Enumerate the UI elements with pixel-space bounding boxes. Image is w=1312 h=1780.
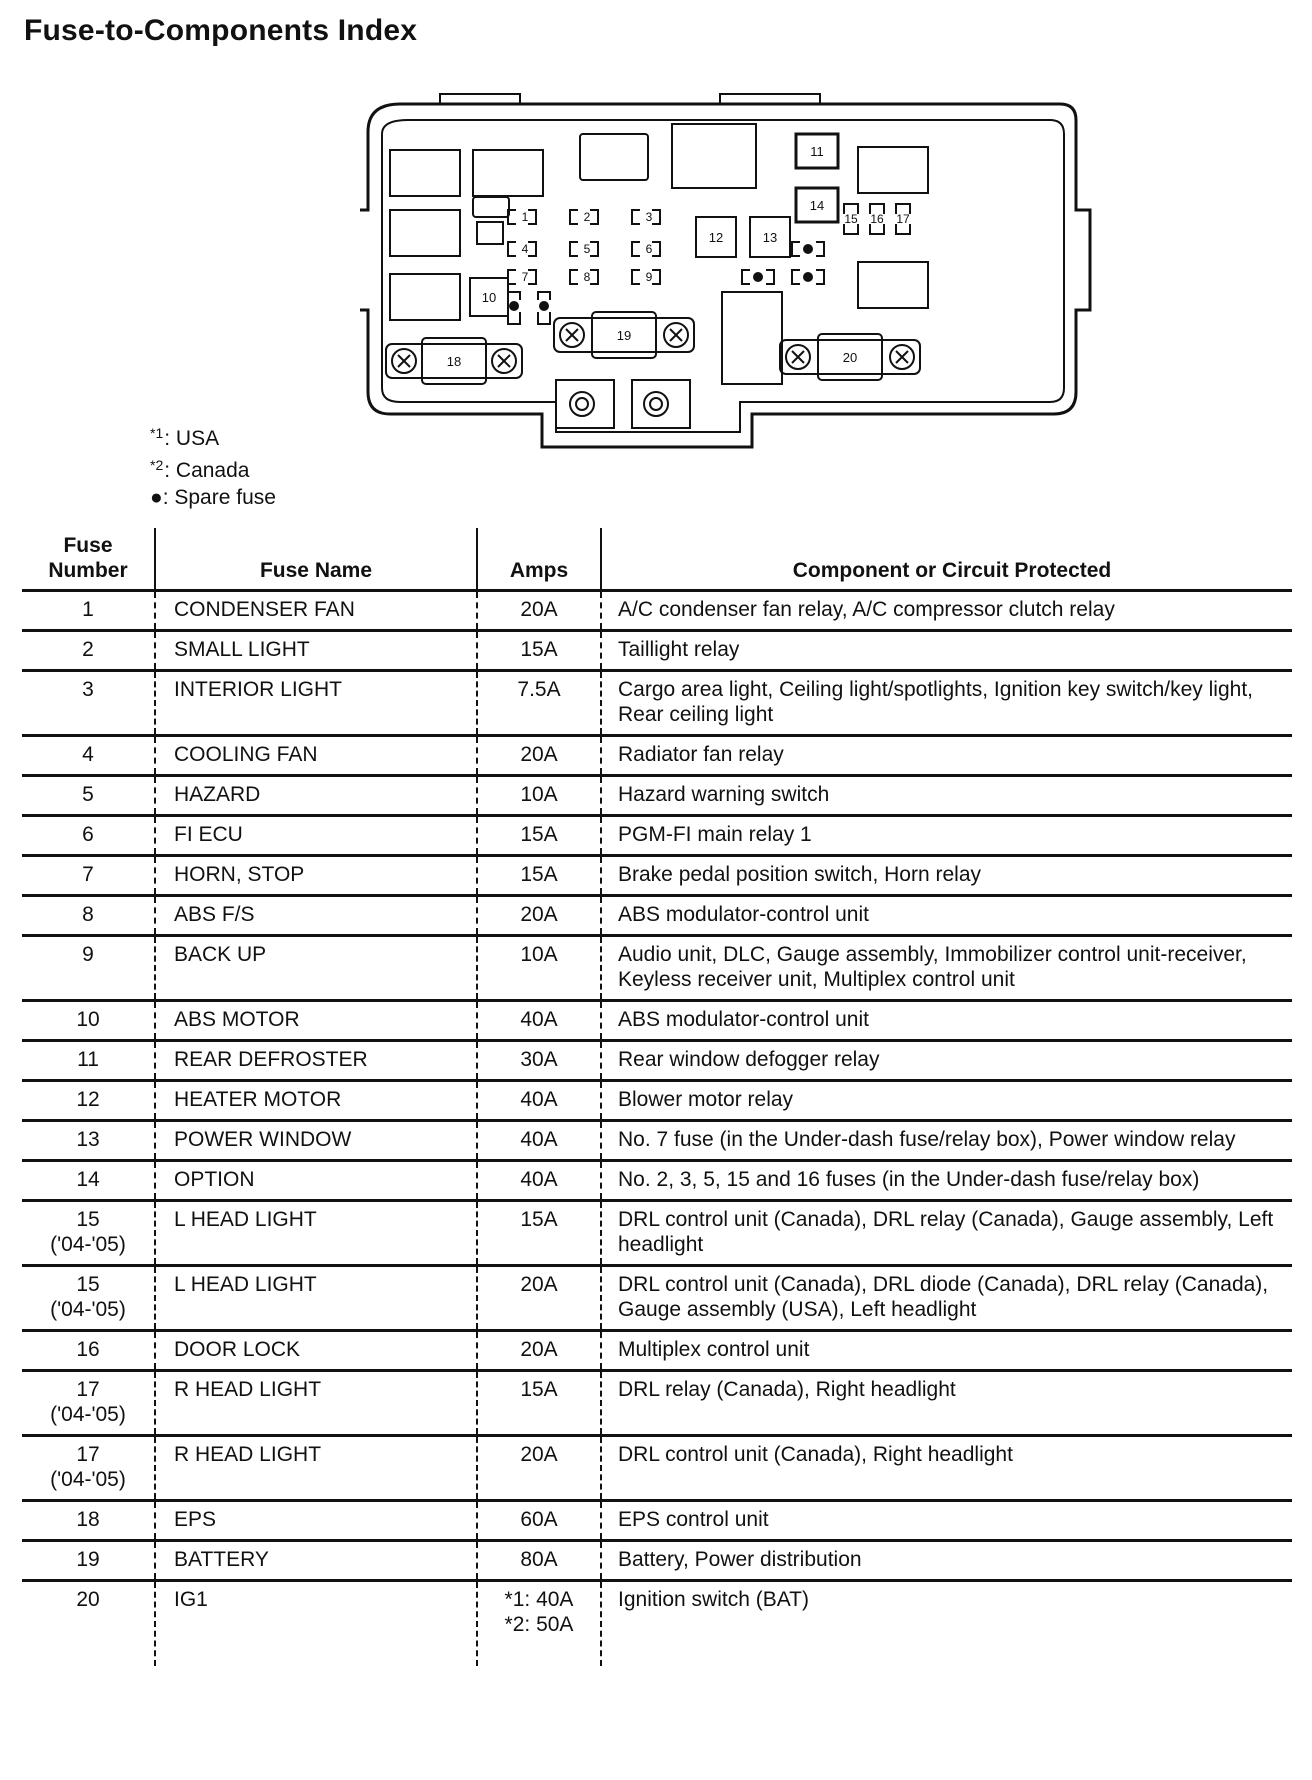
- fuse-component: DRL control unit (Canada), DRL diode (Canada), DRL relay (Canada), Gauge assembly (USA), Left headlight: [600, 1267, 1292, 1329]
- fuse-name: DOOR LOCK: [154, 1332, 476, 1369]
- fuse-component: DRL control unit (Canada), DRL relay (Canada), Gauge assembly, Left headlight: [600, 1202, 1292, 1264]
- fuse-name: BATTERY: [154, 1542, 476, 1579]
- fuse-name: ABS F/S: [154, 897, 476, 934]
- table-row: [22, 1502, 1292, 1542]
- fuse-component: Brake pedal position switch, Horn relay: [600, 857, 1292, 894]
- header-component: Component or Circuit Protected: [600, 528, 1292, 589]
- fuse-component: Ignition switch (BAT): [600, 1582, 1292, 1666]
- diagram-label: 1: [521, 210, 529, 224]
- table-row: [22, 592, 1292, 632]
- fuse-number: 17 ('04-'05): [50, 1443, 126, 1491]
- spare-fuse-icon: ●: [150, 486, 163, 509]
- fuse-amps: 20A: [476, 592, 600, 629]
- fuse-number: 7: [82, 863, 94, 886]
- fuse-name: COOLING FAN: [154, 737, 476, 774]
- diagram-label: 20: [842, 350, 858, 365]
- fuse-number: 15 ('04-'05): [50, 1273, 126, 1321]
- diagram-label: 12: [708, 230, 724, 245]
- fuse-amps: 10A: [476, 937, 600, 999]
- fuse-table: [22, 528, 1292, 1666]
- fuse-number: 9: [82, 943, 94, 966]
- diagram-label: 8: [583, 270, 591, 284]
- diagram-label: 11: [810, 144, 824, 159]
- fuse-amps: 15A: [476, 1202, 600, 1264]
- fuse-amps: 20A: [476, 1332, 600, 1369]
- fuse-name: L HEAD LIGHT: [154, 1267, 476, 1329]
- legend: [150, 420, 276, 511]
- fuse-amps: 40A: [476, 1162, 600, 1199]
- table-row: [22, 1582, 1292, 1666]
- fuse-number: 12: [76, 1088, 100, 1111]
- fuse-amps: 40A: [476, 1002, 600, 1039]
- fuse-component: A/C condenser fan relay, A/C compressor clutch relay: [600, 592, 1292, 629]
- fuse-name: FI ECU: [154, 817, 476, 854]
- diagram-label: 14: [809, 198, 825, 213]
- diagram-label: 17: [896, 212, 910, 226]
- diagram-label: 16: [870, 212, 884, 226]
- fuse-name: CONDENSER FAN: [154, 592, 476, 629]
- fuse-box-outline: [360, 104, 1090, 447]
- diagram-label: 4: [521, 242, 529, 256]
- fuse-amps: 20A: [476, 897, 600, 934]
- table-row: [22, 1267, 1292, 1332]
- fuse-number: 6: [82, 823, 94, 846]
- fuse-component: ABS modulator-control unit: [600, 897, 1292, 934]
- table-row: [22, 1002, 1292, 1042]
- fuse-name: HEATER MOTOR: [154, 1082, 476, 1119]
- fuse-amps: 15A: [476, 817, 600, 854]
- diagram-label: 5: [583, 242, 591, 256]
- fuse-amps: 60A: [476, 1502, 600, 1539]
- fuse-amps: 10A: [476, 777, 600, 814]
- table-row: [22, 1122, 1292, 1162]
- fuse-component: Blower motor relay: [600, 1082, 1292, 1119]
- fuse-amps: *1: 40A *2: 50A: [476, 1582, 600, 1666]
- fuse-name: POWER WINDOW: [154, 1122, 476, 1159]
- fuse-name: REAR DEFROSTER: [154, 1042, 476, 1079]
- fuse-component: DRL relay (Canada), Right headlight: [600, 1372, 1292, 1434]
- fuse-number: 13: [76, 1128, 100, 1151]
- fuse-number: 19: [76, 1548, 100, 1571]
- table-row: [22, 817, 1292, 857]
- fuse-component: No. 2, 3, 5, 15 and 16 fuses (in the Under-dash fuse/relay box): [600, 1162, 1292, 1199]
- fuse-number: 10: [76, 1008, 100, 1031]
- table-row: [22, 857, 1292, 897]
- fuse-name: R HEAD LIGHT: [154, 1372, 476, 1434]
- fuse-19: [554, 312, 694, 358]
- fuse-component: EPS control unit: [600, 1502, 1292, 1539]
- page-title: Fuse-to-Components Index: [24, 14, 418, 47]
- diagram-label: 2: [583, 210, 591, 224]
- fuse-number: 3: [82, 678, 94, 701]
- fuse-number: 20: [76, 1588, 100, 1611]
- fuse-amps: 20A: [476, 737, 600, 774]
- fuse-number: 11: [77, 1048, 99, 1071]
- fuse-component: No. 7 fuse (in the Under-dash fuse/relay box), Power window relay: [600, 1122, 1292, 1159]
- fuse-amps: 80A: [476, 1542, 600, 1579]
- legend-usa: $^{*1}$: USA: [150, 425, 220, 450]
- table-row: [22, 1542, 1292, 1582]
- fuse-name: HORN, STOP: [154, 857, 476, 894]
- fuse-amps: 40A: [476, 1082, 600, 1119]
- diagram-label: 10: [481, 290, 497, 305]
- fuse-amps: 15A: [476, 1372, 600, 1434]
- diagram-label: 13: [762, 230, 778, 245]
- diagram-label: 15: [844, 212, 858, 226]
- table-row: [22, 1042, 1292, 1082]
- fuse-amps: 7.5A: [476, 672, 600, 734]
- table-row: [22, 1202, 1292, 1267]
- fuse-component: Rear window defogger relay: [600, 1042, 1292, 1079]
- fuse-number: 4: [82, 743, 94, 766]
- fuse-name: ABS MOTOR: [154, 1002, 476, 1039]
- fuse-name: INTERIOR LIGHT: [154, 672, 476, 734]
- fuse-box-diagram: [360, 92, 1100, 512]
- table-row: [22, 1372, 1292, 1437]
- table-row: [22, 937, 1292, 1002]
- table-row: [22, 737, 1292, 777]
- fuse-component: DRL control unit (Canada), Right headlight: [600, 1437, 1292, 1499]
- diagram-label: 18: [446, 354, 462, 369]
- fuse-number: 18: [76, 1508, 100, 1531]
- fuse-amps: 20A: [476, 1437, 600, 1499]
- fuse-number: 17 ('04-'05): [50, 1378, 126, 1426]
- fuse-18: [386, 338, 522, 384]
- fuse-name: R HEAD LIGHT: [154, 1437, 476, 1499]
- header-amps: Amps: [476, 528, 600, 589]
- legend-spare-fuse: ●: Spare fuse: [150, 486, 276, 509]
- fuse-number: 1: [82, 598, 94, 621]
- header-fuse-name: Fuse Name: [154, 528, 476, 589]
- table-body: [22, 592, 1292, 1666]
- header-fuse-number: Fuse Number: [48, 534, 128, 582]
- diagram-label: 9: [645, 270, 653, 284]
- fuse-number: 5: [82, 783, 94, 806]
- diagram-label: 3: [645, 210, 653, 224]
- table-row: [22, 1082, 1292, 1122]
- diagram-label: 6: [645, 242, 653, 256]
- fuse-name: HAZARD: [154, 777, 476, 814]
- diagram-label: 7: [521, 270, 529, 284]
- fuse-number: 8: [82, 903, 94, 926]
- fuse-component: Multiplex control unit: [600, 1332, 1292, 1369]
- table-row: [22, 777, 1292, 817]
- fuse-number: 15 ('04-'05): [50, 1208, 126, 1256]
- fuse-component: Battery, Power distribution: [600, 1542, 1292, 1579]
- fuse-component: Audio unit, DLC, Gauge assembly, Immobilizer control unit-receiver, Keyless receiver unit, Multiplex control unit: [600, 937, 1292, 999]
- fuse-component: PGM-FI main relay 1: [600, 817, 1292, 854]
- fuse-component: ABS modulator-control unit: [600, 1002, 1292, 1039]
- fuse-number: 16: [76, 1338, 100, 1361]
- fuse-name: OPTION: [154, 1162, 476, 1199]
- table-header: [22, 528, 1292, 592]
- fuse-amps: 20A: [476, 1267, 600, 1329]
- fuse-amps: 30A: [476, 1042, 600, 1079]
- fuse-name: BACK UP: [154, 937, 476, 999]
- legend-canada: $^{*2}$: Canada: [150, 457, 250, 482]
- fuse-name: L HEAD LIGHT: [154, 1202, 476, 1264]
- fuse-name: EPS: [154, 1502, 476, 1539]
- fuse-20: [780, 334, 920, 380]
- fuse-name: IG1: [154, 1582, 476, 1666]
- fuse-amps: 15A: [476, 857, 600, 894]
- fuse-number: 14: [76, 1168, 100, 1191]
- fuse-component: Cargo area light, Ceiling light/spotlights, Ignition key switch/key light, Rear ceiling light: [600, 672, 1292, 734]
- fuse-amps: 15A: [476, 632, 600, 669]
- table-row: [22, 1437, 1292, 1502]
- fuse-amps: 40A: [476, 1122, 600, 1159]
- fuse-component: Radiator fan relay: [600, 737, 1292, 774]
- fuse-number: 2: [82, 638, 94, 661]
- table-row: [22, 632, 1292, 672]
- fuse-component: Hazard warning switch: [600, 777, 1292, 814]
- fuse-name: SMALL LIGHT: [154, 632, 476, 669]
- table-row: [22, 672, 1292, 737]
- table-row: [22, 897, 1292, 937]
- fuse-component: Taillight relay: [600, 632, 1292, 669]
- diagram-label: 19: [616, 328, 632, 343]
- table-row: [22, 1332, 1292, 1372]
- table-row: [22, 1162, 1292, 1202]
